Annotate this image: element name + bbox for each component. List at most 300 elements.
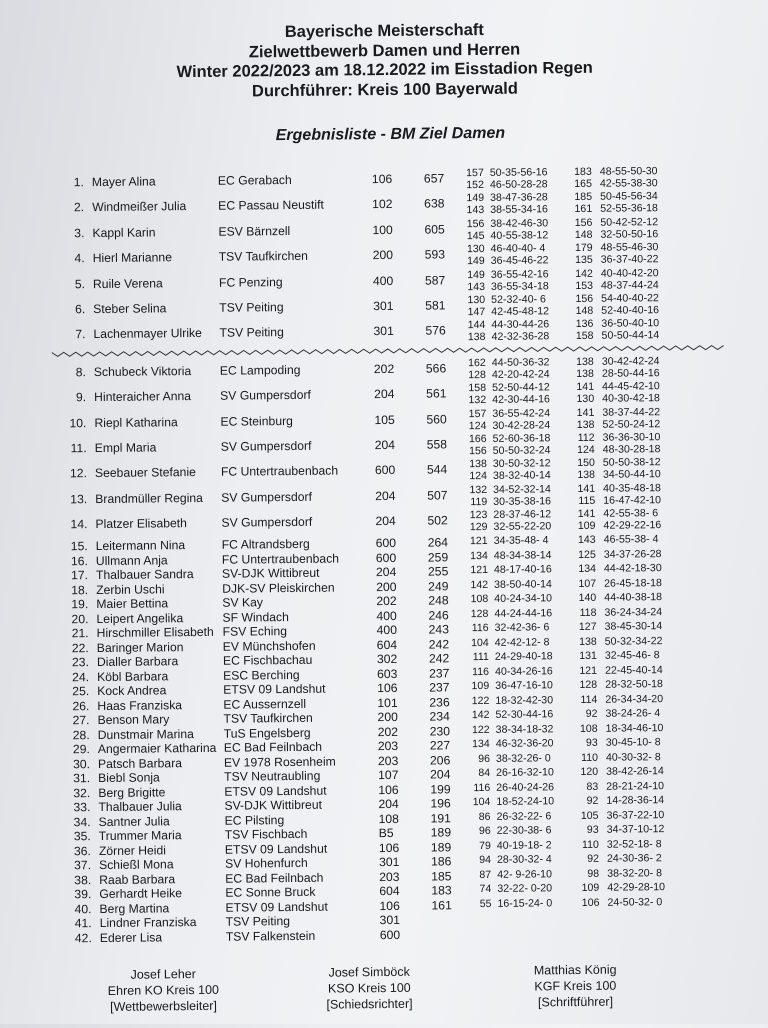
- round-score: 135: [574, 254, 593, 267]
- round-detail: 32-55-22-20: [493, 520, 552, 533]
- round-score: 116: [473, 781, 491, 795]
- rank-cell: 40.: [74, 902, 92, 917]
- round-detail: 40-19-18- 2: [496, 839, 552, 852]
- round-detail: 38-24-26- 4: [605, 707, 661, 721]
- round-score: 185: [574, 191, 593, 204]
- round-detail: 38-42-26-14: [606, 765, 664, 779]
- pass-number: 204: [374, 387, 395, 402]
- athlete-name: Berg Martina: [99, 901, 170, 916]
- club-name: SV Gumpersdorf: [221, 514, 313, 530]
- pass-number: 301: [379, 913, 401, 928]
- total-score: 243: [428, 622, 450, 638]
- round-score: 138: [578, 635, 597, 648]
- total-score: 248: [428, 593, 449, 609]
- round-score: 138: [576, 355, 594, 368]
- round-detail: 40-30-32- 8: [605, 751, 661, 764]
- round-detail: 44-24-44-16: [494, 607, 553, 620]
- round-score: 109: [471, 680, 490, 693]
- round-score: 153: [575, 279, 594, 292]
- signature-function: [Wettbewerbsleiter]: [110, 998, 217, 1014]
- round-score: 141: [577, 507, 596, 521]
- round-score: 112: [577, 431, 595, 444]
- pass-number: 108: [378, 811, 399, 827]
- total-score: 587: [424, 272, 446, 288]
- total-score: 234: [429, 709, 450, 725]
- club-name: EC Gerabach: [217, 172, 292, 188]
- round-score: 138: [576, 367, 594, 380]
- round-detail: 34-52-32-14: [493, 482, 551, 496]
- round-detail: 36-55-34-18: [490, 279, 549, 293]
- round-score: 108: [470, 593, 489, 606]
- club-name: FC Untertraubenbach: [220, 463, 339, 480]
- round-score: 121: [579, 664, 598, 677]
- rank-cell: 5.: [74, 276, 86, 291]
- pass-number: 204: [375, 488, 396, 503]
- rank-cell: 8.: [75, 364, 86, 379]
- round-detail: 52-32-40- 6: [491, 293, 546, 306]
- round-detail: 38-32-40-14: [492, 469, 551, 483]
- pass-number: 600: [375, 536, 397, 551]
- round-score: 92: [587, 853, 600, 866]
- round-score: 149: [466, 192, 485, 205]
- pass-number: 200: [372, 248, 394, 263]
- round-score: 130: [467, 293, 486, 307]
- total-score: 230: [429, 724, 451, 739]
- round-detail: 14-28-36-14: [606, 794, 665, 808]
- round-score: 119: [470, 495, 488, 508]
- total-score: 242: [428, 637, 450, 652]
- athlete-name: Santner Julia: [98, 814, 170, 830]
- pass-number: 301: [373, 324, 394, 339]
- athlete-name: Platzer Elisabeth: [95, 516, 188, 532]
- round-detail: 46-50-28-28: [489, 178, 548, 191]
- athlete-name: Leipert Angelika: [96, 611, 184, 627]
- club-name: EC Pilsting: [224, 813, 285, 828]
- round-score: 158: [575, 330, 594, 343]
- pass-number: 204: [374, 437, 396, 453]
- total-score: 206: [429, 753, 451, 768]
- club-name: SV Kay: [222, 595, 264, 611]
- rank-cell: 11.: [70, 441, 87, 456]
- round-score: 136: [575, 318, 594, 331]
- pass-number: 105: [374, 412, 395, 427]
- round-detail: 32-52-18- 8: [606, 838, 662, 851]
- athlete-name: Köbl Barbara: [97, 669, 169, 685]
- round-detail: 30-42-42-24: [601, 354, 660, 368]
- round-score: 92: [586, 795, 599, 808]
- club-name: TSV Falkenstein: [225, 928, 316, 944]
- club-name: TuS Engelsberg: [223, 725, 311, 741]
- round-detail: 44-40-38-18: [604, 591, 663, 605]
- athlete-name: Baringer Marion: [96, 640, 184, 656]
- pass-number: 604: [376, 637, 398, 653]
- round-detail: 42-29-22-16: [603, 519, 662, 532]
- total-score: 196: [430, 796, 451, 812]
- round-score: 55: [479, 897, 492, 911]
- round-score: 179: [574, 242, 593, 255]
- pass-number: 302: [376, 652, 398, 667]
- round-detail: 38-34-18-32: [495, 723, 554, 736]
- athlete-name: Dialler Barbara: [96, 654, 179, 670]
- round-detail: 30-42-28-24: [492, 418, 551, 432]
- pass-number: 400: [376, 608, 397, 624]
- club-name: ETSV 09 Landshut: [225, 899, 328, 915]
- round-score: 138: [576, 418, 595, 431]
- round-score: 132: [469, 483, 488, 496]
- round-detail: 42-20-42-24: [491, 368, 550, 381]
- rank-cell: 20.: [71, 612, 89, 627]
- round-score: 122: [471, 694, 490, 708]
- round-detail: 28-32-50-18: [605, 678, 663, 692]
- round-detail: 42-55-38- 6: [603, 507, 659, 520]
- rank-cell: 27.: [72, 713, 90, 728]
- round-detail: 36-36-30-10: [602, 431, 661, 444]
- athlete-name: Maier Bettina: [96, 596, 169, 612]
- round-score: 148: [575, 304, 594, 317]
- round-detail: 26-40-24-26: [496, 781, 555, 794]
- rank-cell: 9.: [75, 390, 87, 405]
- round-score: 120: [580, 766, 599, 779]
- pass-number: 203: [377, 739, 399, 754]
- round-score: 144: [467, 319, 486, 332]
- club-name: EC Bad Feilnbach: [225, 870, 324, 886]
- signature-2: [294, 963, 444, 1013]
- total-score: 185: [431, 869, 452, 884]
- total-score: 191: [430, 811, 451, 826]
- round-detail: 42-32-36-28: [491, 330, 550, 344]
- round-score: 165: [574, 177, 592, 191]
- rank-cell: 2.: [73, 200, 85, 215]
- round-detail: 48-55-50-30: [599, 165, 658, 178]
- round-detail: 38-32-26- 0: [495, 752, 551, 765]
- round-detail: 36-37-40-22: [600, 253, 659, 266]
- round-score: 142: [575, 267, 593, 280]
- round-score: 134: [470, 549, 488, 563]
- round-detail: 36-47-16-10: [495, 679, 553, 693]
- round-detail: 32-50-50-16: [600, 227, 659, 241]
- round-detail: 40-35-48-18: [603, 481, 661, 495]
- rank-cell: 6.: [74, 302, 86, 317]
- rank-cell: 34.: [73, 815, 91, 830]
- pass-number: 106: [379, 898, 400, 914]
- rank-cell: 30.: [72, 757, 91, 772]
- athlete-name: Brandmüller Regina: [95, 490, 203, 506]
- athlete-name: Kock Andrea: [97, 683, 167, 699]
- signature-function: [Schriftführer]: [537, 994, 614, 1010]
- round-detail: 22-30-38- 6: [496, 824, 552, 838]
- round-score: 143: [466, 204, 485, 217]
- round-score: 116: [471, 622, 489, 635]
- club-name: DJK-SV Pleiskirchen: [222, 580, 335, 596]
- round-score: 122: [471, 723, 490, 737]
- round-detail: 18-32-42-30: [495, 694, 554, 707]
- round-score: 134: [472, 738, 490, 751]
- round-score: 156: [575, 292, 594, 305]
- round-score: 143: [577, 534, 596, 547]
- athlete-name: Thalbauer Sandra: [95, 567, 194, 583]
- round-score: 141: [576, 380, 595, 394]
- signature-block: [10, 960, 768, 1014]
- rank-cell: 31.: [73, 771, 91, 786]
- round-detail: 42-55-38-30: [599, 177, 658, 190]
- round-detail: 36-50-40-10: [601, 317, 660, 331]
- round-score: 86: [478, 810, 491, 824]
- round-score: 109: [577, 519, 596, 533]
- round-detail: 48-34-38-14: [493, 549, 552, 562]
- header-line-1: Bayerische Meisterschaft: [284, 20, 484, 42]
- round-detail: 18-34-46-10: [605, 722, 664, 735]
- round-detail: 26-45-18-18: [604, 577, 662, 590]
- round-detail: 48-55-46-30: [600, 241, 659, 254]
- round-score: 104: [472, 796, 491, 809]
- total-score: 246: [428, 608, 449, 623]
- round-score: 93: [585, 737, 598, 750]
- athlete-name: Benson Mary: [97, 712, 170, 728]
- athlete-name: Raab Barbara: [99, 872, 176, 887]
- total-score: 605: [424, 222, 445, 237]
- athlete-name: Seebauer Stefanie: [94, 465, 196, 481]
- document-header: [0, 18, 768, 104]
- rank-cell: 21.: [71, 626, 89, 641]
- rank-cell: 29.: [72, 742, 90, 757]
- round-detail: 52-50-44-12: [492, 381, 550, 395]
- round-detail: 40-40-42-20: [600, 266, 659, 280]
- round-detail: 40-30-42-18: [602, 392, 660, 405]
- round-detail: 34-35-48- 4: [493, 534, 549, 548]
- round-score: 152: [466, 178, 485, 192]
- club-name: EV Münchshofen: [222, 638, 316, 654]
- round-detail: 22-45-40-14: [604, 664, 663, 677]
- round-detail: 32-22- 0-20: [497, 882, 553, 896]
- athlete-name: Zörner Heidi: [98, 843, 167, 859]
- round-detail: 44-42-18-30: [603, 562, 662, 576]
- round-score: 121: [470, 564, 489, 577]
- club-name: SV Hohenfurch: [224, 856, 308, 872]
- rank-cell: 19.: [71, 597, 89, 612]
- round-score: 156: [468, 444, 487, 458]
- pass-number: 204: [378, 797, 399, 812]
- round-score: 128: [470, 607, 489, 621]
- round-detail: 48-17-40-16: [493, 563, 552, 577]
- total-score: 264: [427, 535, 449, 551]
- athlete-name: Schießl Mona: [98, 857, 174, 873]
- athlete-name: Hierl Marianne: [92, 250, 173, 266]
- round-score: 84: [478, 767, 491, 780]
- rank-cell: 18.: [71, 583, 89, 598]
- rank-cell: 12.: [69, 466, 88, 481]
- pass-number: 202: [373, 361, 395, 376]
- round-detail: 38-45-30-14: [604, 620, 663, 634]
- club-name: EC Fischbachau: [222, 653, 313, 669]
- club-name: EC Bad Feilnbach: [223, 740, 323, 756]
- rank-cell: 17.: [70, 568, 89, 583]
- pass-number: 202: [376, 594, 397, 609]
- round-score: 130: [466, 243, 485, 256]
- total-score: 581: [425, 298, 446, 313]
- signature-3: [500, 961, 650, 1011]
- club-name: EC Lampoding: [219, 362, 301, 378]
- club-name: EV 1978 Rosenheim: [223, 754, 336, 770]
- athlete-name: Schubeck Viktoria: [93, 363, 192, 379]
- round-detail: 36-55-42-16: [490, 267, 549, 281]
- total-score: 593: [424, 247, 446, 262]
- athlete-name: Zerbin Uschi: [96, 582, 165, 598]
- rank-cell: 13.: [70, 491, 88, 506]
- total-score: 189: [430, 840, 452, 855]
- pass-number: 604: [379, 884, 400, 899]
- round-score: 83: [586, 780, 599, 793]
- rank-cell: 23.: [71, 655, 89, 670]
- round-score: 105: [580, 809, 599, 822]
- round-score: 134: [578, 563, 597, 576]
- round-detail: 28-37-46-12: [493, 508, 552, 521]
- round-score: 87: [479, 868, 492, 882]
- round-score: 96: [478, 752, 491, 766]
- round-detail: 34-50-44-10: [602, 468, 661, 482]
- round-score: 104: [470, 636, 489, 650]
- athlete-name: Ullmann Anja: [95, 553, 168, 569]
- signature-name: Matthias König: [533, 962, 617, 978]
- club-name: EC Steinburg: [220, 413, 293, 429]
- club-name: EC Sonne Bruck: [225, 885, 316, 901]
- club-name: FC Untertraubenbach: [221, 551, 340, 567]
- pass-number: 106: [371, 171, 393, 187]
- club-name: FC Penzing: [218, 274, 283, 290]
- rank-cell: 1.: [73, 175, 84, 190]
- athlete-name: Lindner Franziska: [99, 915, 197, 931]
- round-score: 148: [574, 228, 593, 241]
- athlete-name: Lachenmayer Ulrike: [93, 326, 202, 342]
- round-score: 157: [468, 407, 487, 420]
- rank-cell: 35.: [73, 829, 91, 844]
- round-score: 141: [577, 482, 596, 495]
- total-score: 237: [428, 666, 450, 681]
- round-detail: 50-50-38-12: [602, 456, 661, 470]
- pass-number: 301: [378, 855, 400, 870]
- round-score: 162: [468, 356, 486, 369]
- round-score: 96: [478, 825, 491, 838]
- round-detail: 16-47-42-10: [603, 493, 662, 507]
- rank-cell: 41.: [74, 916, 92, 931]
- pass-number: 100: [372, 222, 393, 237]
- round-detail: 50-50-44-14: [601, 329, 660, 343]
- round-score: 150: [577, 457, 595, 470]
- total-score: 507: [427, 488, 448, 503]
- round-detail: 30-35-38-16: [493, 494, 552, 508]
- round-score: 145: [466, 229, 485, 242]
- signature-name: Josef Simböck: [328, 964, 410, 980]
- round-score: 124: [468, 419, 487, 432]
- athlete-name: Steber Selina: [93, 301, 167, 317]
- total-score: 561: [426, 386, 447, 401]
- athlete-name: Dunstmair Marina: [97, 727, 194, 743]
- round-detail: 38-55-34-16: [490, 203, 548, 217]
- signature-1: [88, 966, 238, 1016]
- club-name: SV Gumpersdorf: [220, 387, 311, 403]
- pass-number: 102: [372, 197, 393, 212]
- header-line-2: Zielwettbewerb Damen und Herren: [248, 40, 521, 61]
- round-detail: 26-32-22- 6: [496, 810, 552, 823]
- round-detail: 50-45-56-34: [600, 190, 658, 204]
- signature-role: KSO Kreis 100: [327, 980, 411, 996]
- round-detail: 38-42-46-30: [490, 217, 549, 230]
- rank-cell: 15.: [70, 539, 88, 554]
- round-detail: 24-29-40-18: [494, 650, 553, 664]
- round-score: 106: [581, 896, 600, 909]
- round-score: 107: [578, 577, 597, 590]
- round-score: 183: [574, 165, 592, 179]
- round-detail: 32-42-36- 6: [494, 621, 550, 635]
- round-detail: 44-45-42-10: [602, 380, 660, 393]
- round-score: 93: [586, 824, 599, 837]
- rank-cell: 7.: [75, 327, 86, 342]
- total-score: 186: [430, 854, 452, 870]
- round-score: 124: [576, 443, 595, 456]
- round-detail: 44-50-36-32: [491, 356, 550, 369]
- total-score: 558: [426, 437, 448, 452]
- total-score: 189: [430, 825, 452, 841]
- rank-cell: 24.: [72, 670, 90, 685]
- club-name: ETSV 09 Landshut: [224, 841, 328, 857]
- club-name: ESV Bärnzell: [218, 223, 291, 239]
- total-score: 183: [431, 883, 452, 899]
- pass-number: 203: [379, 869, 400, 885]
- rank-cell: 36.: [73, 844, 91, 859]
- round-score: 138: [467, 331, 486, 344]
- club-name: SV-DJK Wittibreut: [221, 566, 320, 582]
- round-score: 92: [585, 708, 598, 721]
- header-line-3: Winter 2022/2023 am 18.12.2022 im Eisstadion Regen: [176, 58, 593, 82]
- club-name: TSV Taufkirchen: [223, 711, 313, 727]
- total-score: 236: [429, 695, 450, 710]
- round-score: 114: [580, 693, 598, 706]
- athlete-name: Haas Franziska: [97, 698, 183, 714]
- athlete-name: Biebl Sonja: [98, 770, 160, 786]
- pass-number: 101: [377, 695, 398, 711]
- round-detail: 52-60-36-18: [492, 432, 551, 445]
- round-detail: 38-32-20- 8: [607, 867, 663, 880]
- pass-number: 106: [378, 840, 400, 856]
- athlete-name: Hirschmiller Elisabeth: [96, 625, 214, 641]
- round-score: 149: [467, 268, 485, 281]
- round-score: 118: [579, 606, 597, 619]
- rank-cell: 37.: [74, 858, 92, 873]
- club-name: TSV Peiting: [219, 300, 284, 315]
- pass-number: 400: [372, 273, 394, 288]
- athlete-name: Ederer Lisa: [99, 930, 163, 945]
- round-score: 116: [472, 665, 490, 679]
- round-detail: 28-50-44-16: [601, 366, 660, 380]
- round-score: 142: [471, 709, 490, 722]
- pass-number: 400: [376, 623, 398, 638]
- club-name: TSV Neutraubling: [224, 769, 321, 785]
- athlete-name: Thalbauer Julia: [98, 799, 182, 815]
- club-name: EC Passau Neustift: [218, 198, 324, 214]
- club-name: TSV Peiting: [225, 914, 291, 930]
- round-score: 132: [468, 394, 487, 407]
- round-detail: 28-30-32- 4: [496, 853, 552, 867]
- header-line-4: Durchführer: Kreis 100 Bayerwald: [251, 79, 518, 100]
- round-score: 124: [469, 470, 488, 483]
- athlete-name: Patsch Barbara: [97, 756, 183, 772]
- round-score: 129: [469, 521, 488, 534]
- results-subtitle: Ergebnisliste - BM Ziel Damen: [275, 124, 506, 145]
- round-detail: 52-55-36-18: [600, 202, 658, 216]
- round-score: 121: [469, 535, 488, 548]
- round-detail: 26-16-32-10: [496, 766, 554, 780]
- round-score: 166: [468, 432, 487, 446]
- club-name: ETSV 09 Landshut: [223, 682, 326, 698]
